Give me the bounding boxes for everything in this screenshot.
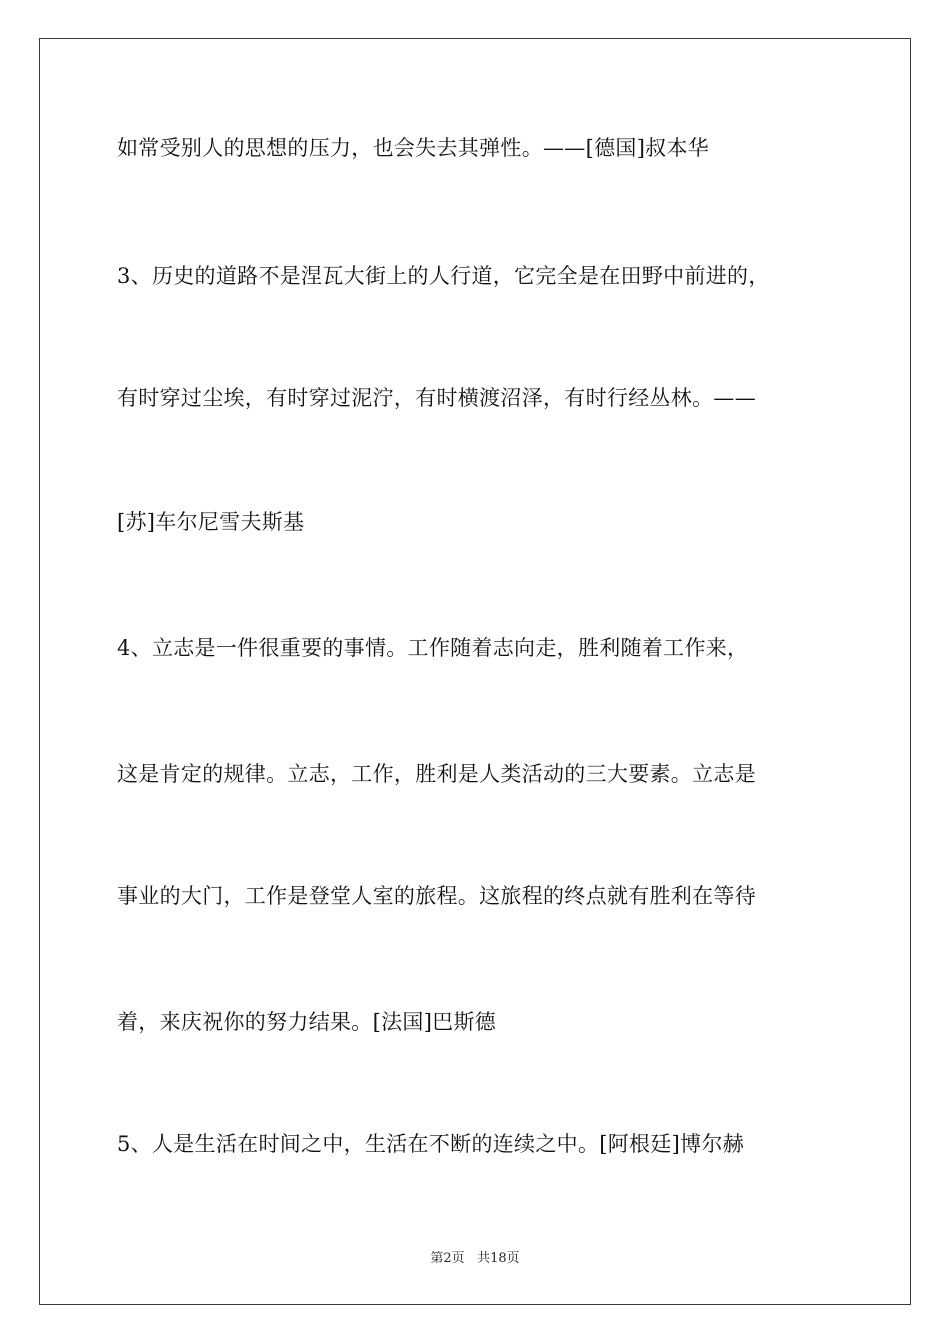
text-line: 4、立志是一件很重要的事情。工作随着志向走，胜利随着工作来， bbox=[117, 636, 749, 660]
text-line: 3、历史的道路不是涅瓦大街上的人行道，它完全是在田野中前进的， bbox=[117, 264, 770, 288]
text-line: 有时穿过尘埃，有时穿过泥泞，有时横渡沼泽，有时行经丛林。—— bbox=[117, 386, 756, 410]
text-line: 着，来庆祝你的努力结果。[法国]巴斯德 bbox=[117, 1010, 497, 1034]
text-line: 如常受别人的思想的压力，也会失去其弹性。——[德国]叔本华 bbox=[117, 136, 710, 160]
text-line: [苏]车尔尼雪夫斯基 bbox=[117, 510, 305, 534]
total-pages: 共18页 bbox=[477, 1251, 520, 1266]
page-number: 第2页 bbox=[430, 1251, 465, 1266]
text-line: 这是肯定的规律。立志，工作，胜利是人类活动的三大要素。立志是 bbox=[117, 762, 756, 786]
page-footer bbox=[0, 1247, 950, 1266]
text-line: 事业的大门，工作是登堂人室的旅程。这旅程的终点就有胜利在等待 bbox=[117, 884, 756, 908]
page-border bbox=[39, 38, 911, 1305]
text-line: 5、人是生活在时间之中，生活在不断的连续之中。[阿根廷]博尔赫 bbox=[117, 1132, 745, 1156]
